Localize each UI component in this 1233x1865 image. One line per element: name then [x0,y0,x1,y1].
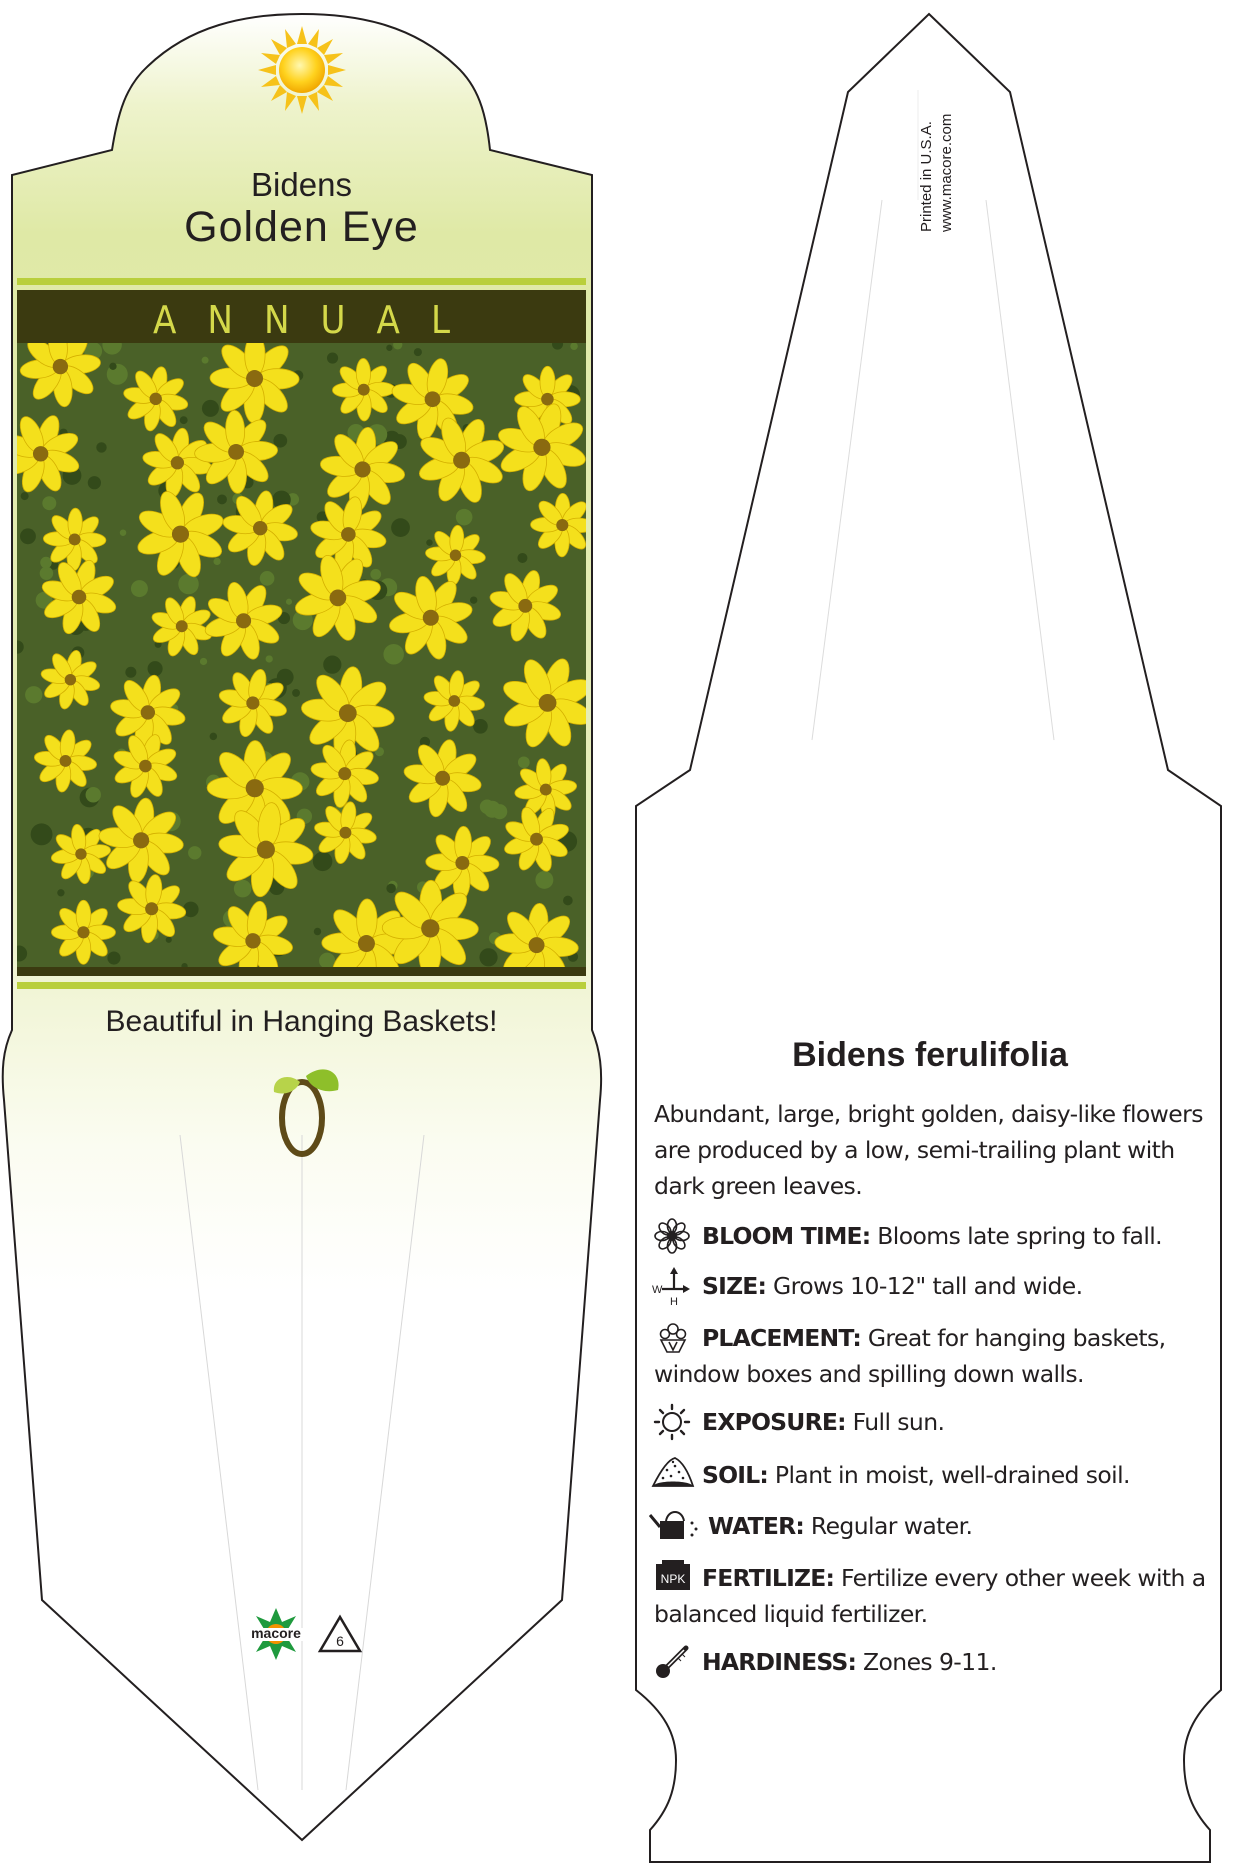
flower [530,493,594,557]
care-label: BLOOM TIME: [702,1222,871,1250]
foliage-speck [323,656,341,674]
care-water [654,1508,1214,1544]
flower [332,358,395,421]
size-icon-h: H [670,1296,678,1308]
care-text: Great for hanging baskets, window boxes and spilling down walls. [654,1324,1166,1388]
front-cultivar-name: Golden Eye [184,203,419,251]
care-exposure [654,1404,1214,1440]
foliage-speck [40,567,53,580]
foliage-speck [484,801,501,818]
category-banner: ANNUAL [153,298,481,342]
care-label: SIZE: [702,1272,767,1300]
flower [194,410,278,494]
printed-in-text: Printed in U.S.A. [918,121,935,232]
foliage-speck [125,667,136,678]
care-soil [654,1457,1214,1493]
flower [43,508,106,571]
care-size [654,1268,1214,1304]
foliage-speck [292,689,300,697]
foliage-speck [517,553,527,563]
care-bloom-time [654,1218,1214,1254]
foliage-speck [131,580,148,597]
foliage-speck [314,928,321,935]
foliage-speck [86,787,101,802]
foliage-speck [148,661,163,676]
foliage-speck [426,539,432,545]
foliage-speck [200,658,207,665]
foliage-speck [25,686,42,703]
botanical-name: Bidens ferulifolia [792,1036,1068,1074]
foliage-speck [473,719,488,734]
foliage-speck [109,363,116,370]
care-text: Plant in moist, well-drained soil. [774,1461,1130,1489]
foliage-speck [479,948,497,966]
foliage-speck [20,528,36,544]
flower [210,334,299,423]
front-genus-name: Bidens [251,166,352,203]
foliage-speck [96,442,106,452]
npk-label: NPK [660,1572,686,1586]
foliage-speck [166,937,172,943]
foliage-speck [31,823,53,845]
foliage-speck [57,889,64,896]
care-label: HARDINESS: [702,1648,857,1676]
care-text: Zones 9-11. [863,1648,997,1676]
foliage-speck [202,357,209,364]
foliage-speck [210,733,217,740]
care-text: Fertilize every other week with a balanced liquid fertilizer. [654,1564,1206,1628]
website-text: www.macore.com [938,113,955,232]
recycle-code: 6 [336,1633,344,1649]
foliage-speck [456,509,473,526]
care-placement [654,1320,1214,1392]
foliage-speck [535,871,553,889]
flower-photo [0,325,595,988]
foliage-speck [391,518,410,537]
foliage-speck [40,557,52,569]
foliage-speck [120,529,126,535]
foliage-speck [202,400,219,417]
care-label: PLACEMENT: [702,1324,861,1352]
foliage-speck [107,951,120,964]
foliage-speck [42,496,56,510]
care-text: Grows 10-12" tall and wide. [773,1272,1083,1300]
care-label: SOIL: [702,1461,769,1489]
foliage-speck [414,348,422,356]
foliage-speck [266,655,273,662]
plant-description: Abundant, large, bright golden, daisy-like flowers are produced by a low, semi-trailing plant with dark green leaves. [654,1100,1203,1200]
foliage-speck [286,599,292,605]
foliage-speck [234,880,252,898]
foliage-speck [188,846,201,859]
care-label: WATER: [708,1512,805,1540]
size-icon-w: W [652,1284,663,1296]
sun-icon [258,26,346,114]
care-hardiness [654,1644,1214,1680]
front-tagline: Beautiful in Hanging Baskets! [105,1005,498,1038]
foliage-speck [518,756,530,768]
foliage-speck [319,953,335,969]
care-text: Blooms late spring to fall. [877,1222,1163,1250]
brand-name: macore [251,1625,301,1641]
foliage-speck [21,492,29,500]
flower [51,900,115,964]
foliage-speck [370,569,381,580]
foliage-speck [88,476,101,489]
foliage-speck [563,896,573,906]
foliage-speck [570,342,578,350]
care-fertilize [654,1560,1214,1632]
care-text: Full sun. [852,1408,945,1436]
foliage-speck [217,494,227,504]
care-label: EXPOSURE: [702,1408,846,1436]
foliage-speck [327,352,338,363]
foliage-speck [383,644,404,665]
flower [382,880,478,976]
care-label: FERTILIZE: [702,1564,835,1592]
foliage-speck [386,884,395,893]
care-text: Regular water. [810,1512,973,1540]
foliage-speck [180,416,188,424]
foliage-speck [470,596,477,603]
foliage-speck [386,345,392,351]
foliage-speck [213,558,220,565]
foliage-speck [260,571,275,586]
foliage-speck [313,852,332,871]
